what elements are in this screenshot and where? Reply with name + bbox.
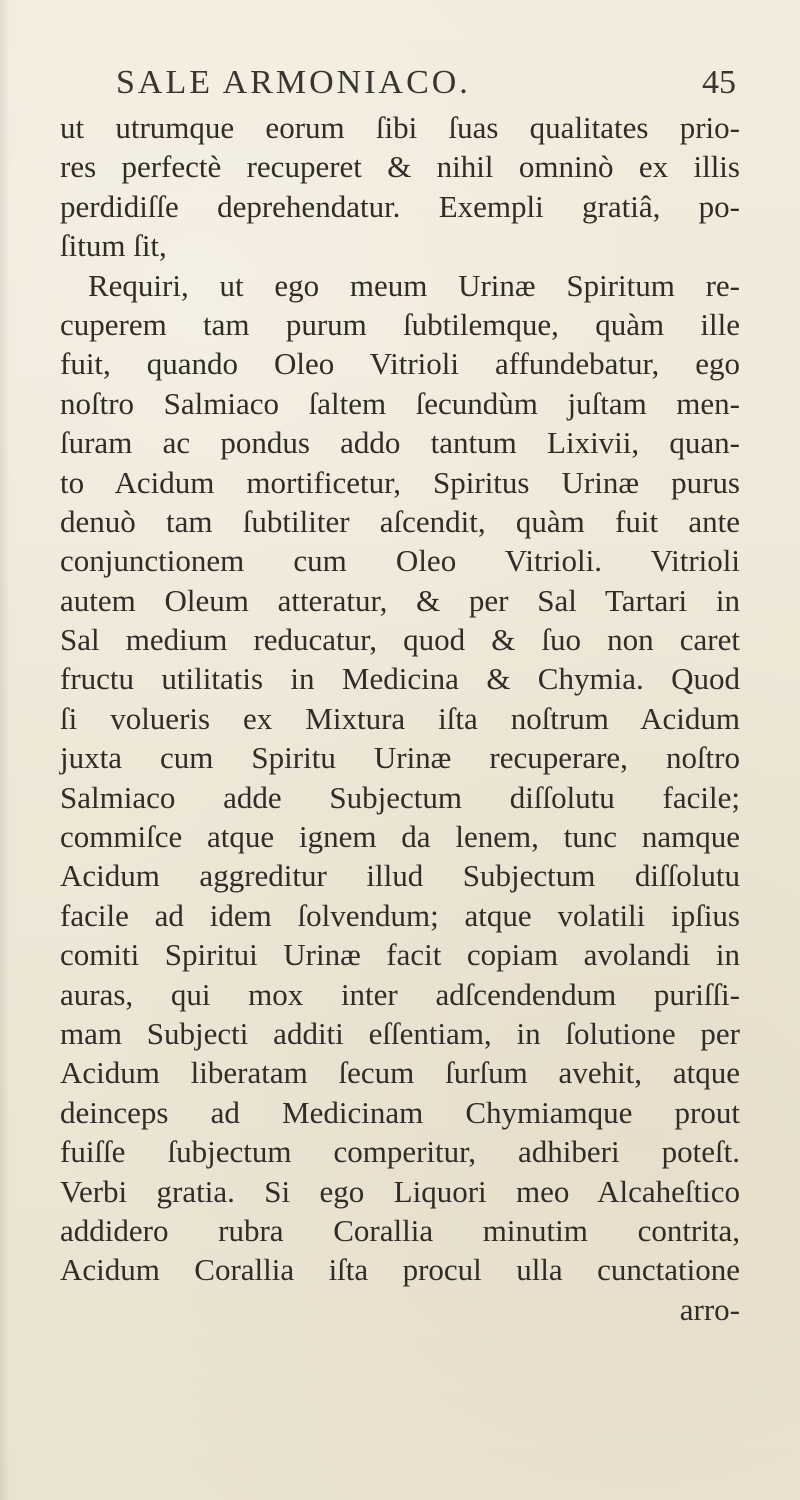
text-line: Sal medium reducatur, quod & ſuo non caret — [60, 622, 740, 658]
text-line: juxta cum Spiritu Urinæ recuperare, noſtro — [60, 740, 740, 776]
text-line: deinceps ad Medicinam Chymiamque prout — [60, 1094, 740, 1130]
text-line: Acidum Corallia iſta procul ulla cunctatione — [60, 1252, 740, 1288]
text-line: mam Subjecti additi eſſentiam, in ſolutione per — [60, 1015, 740, 1051]
text-line: fructu utilitatis in Medicina & Chymia. Quod — [60, 661, 740, 697]
running-head: SALE ARMONIACO. — [116, 64, 471, 101]
text-line: ſuram ac pondus addo tantum Lixivii, quan- — [60, 425, 740, 461]
text-line: ut utrumque eorum ſibi ſuas qualitates prio- — [60, 110, 740, 145]
text-line: to Acidum mortificetur, Spiritus Urinæ purus — [60, 464, 740, 500]
text-line: perdidiſſe deprehendatur. Exempli gratiâ, po- — [60, 188, 740, 224]
text-line: denuò tam ſubtiliter aſcendit, quàm fuit ante — [60, 503, 740, 539]
text-line: Acidum aggreditur illud Subjectum diſſolutu — [60, 858, 740, 894]
text-block — [60, 108, 740, 1329]
text-line: commiſce atque ignem da lenem, tunc namque — [60, 819, 740, 855]
text-line: auras, qui mox inter adſcendendum puriſſi- — [60, 976, 740, 1012]
text-line: facile ad idem ſolvendum; atque volatili ipſius — [60, 897, 740, 933]
text-line: Verbi gratia. Si ego Liquori meo Alcaheſtico — [60, 1173, 740, 1209]
text-line: res perfectè recuperet & nihil omninò ex illis — [60, 149, 740, 185]
text-line: autem Oleum atteratur, & per Sal Tartari in — [60, 582, 740, 618]
text-line: Salmiaco adde Subjectum diſſolutu facile; — [60, 779, 740, 815]
catchword: arro- — [679, 1291, 740, 1327]
page-header — [116, 58, 736, 108]
text-line: comiti Spiritui Urinæ facit copiam avolandi in — [60, 937, 740, 973]
text-line: conjunctionem cum Oleo Vitrioli. Vitrioli — [60, 543, 740, 579]
text-line: fuiſſe ſubjectum comperitur, adhiberi poteſt. — [60, 1134, 740, 1170]
text-line: noſtro Salmiaco ſaltem ſecundùm juſtam men- — [60, 385, 740, 421]
text-line: cuperem tam purum ſubtilemque, quàm ille — [60, 306, 740, 342]
text-line: ſitum ſit, — [60, 228, 167, 264]
text-line: addidero rubra Corallia minutim contrita, — [60, 1212, 740, 1248]
text-line: Acidum liberatam ſecum ſurſum avehit, atque — [60, 1055, 740, 1091]
page-number: 45 — [702, 64, 736, 101]
text-line: ſi volueris ex Mixtura iſta noſtrum Acidum — [60, 700, 740, 736]
text-line: fuit, quando Oleo Vitrioli affundebatur, ego — [60, 346, 740, 382]
text-line: Requiri, ut ego meum Urinæ Spiritum re- — [88, 267, 740, 303]
binding-edge — [0, 0, 10, 1500]
